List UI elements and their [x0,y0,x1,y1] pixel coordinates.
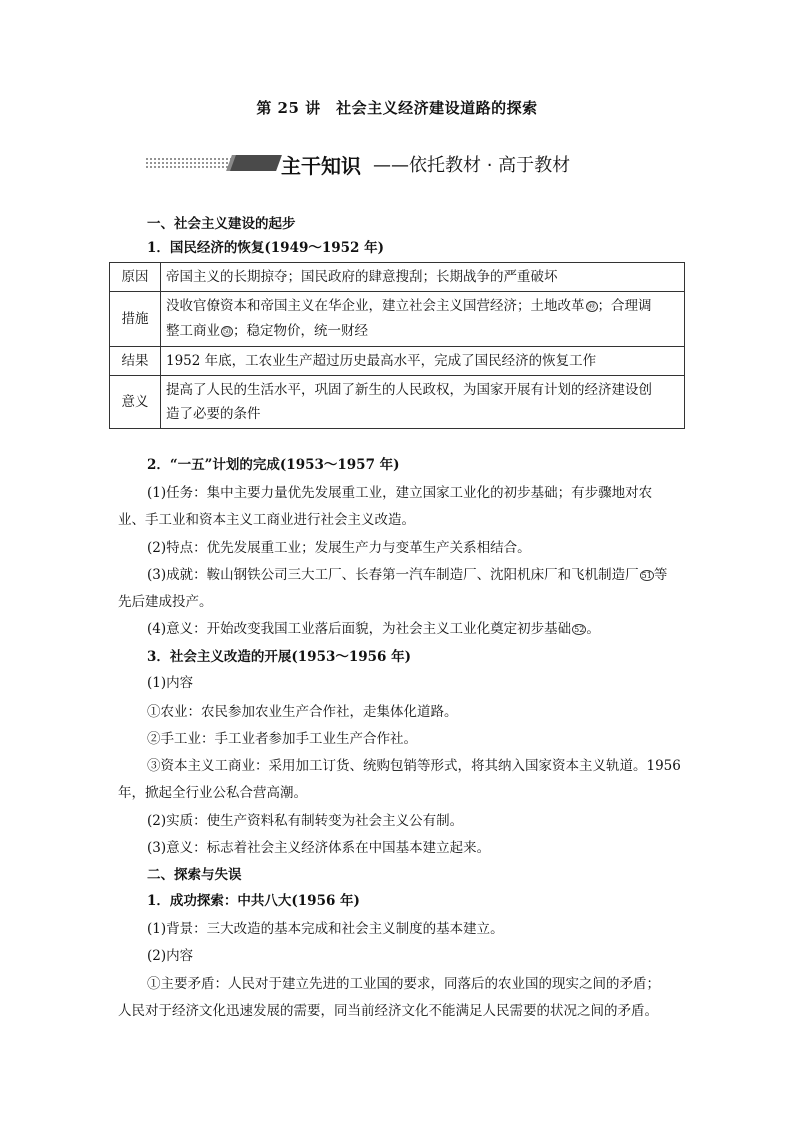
paragraph: (4)意义：开始改变我国工业落后面貌，为社会主义工业化奠定初步基础 52 。 [147,621,600,637]
paragraph: (1)任务：集中主要力量优先发展重工业，建立国家工业化的初步基础；有步骤地对农 [147,485,653,501]
paragraph: (1)背景：三大改造的基本完成和社会主义制度的基本建立。 [147,921,504,937]
subheading-1-2: 2．“一五”计划的完成(1953～1957 年) [147,457,400,473]
paragraph: (2)特点：优先发展重工业；发展生产力与变革生产关系相结合。 [147,540,531,556]
banner-sub-text: ——依托教材 · 高于教材 [373,155,571,176]
paragraph: 年，掀起全行业公私合营高潮。 [118,785,307,801]
paragraph: 业、手工业和资本主义工商业进行社会主义改造。 [118,512,415,528]
paragraph: ①农业：农民参加农业生产合作社，走集体化道路。 [147,704,458,720]
paragraph: 人民对于经济文化迅速发展的需要，同当前经济文化不能满足人民需要的状况之间的矛盾。 [118,1003,658,1019]
table-row-label: 意义 [110,376,161,429]
subheading-1-3: 3．社会主义改造的开展(1953～1956 年) [147,649,412,665]
note-marker: 52 [574,625,585,634]
table-row-text: 1952 年底，工农业生产超过历史最高水平，完成了国民经济的恢复工作 [161,347,685,376]
banner-main-text: 主干知识 [281,154,361,178]
table-row-text: 帝国主义的长期掠夺；国民政府的肆意搜刮；长期战争的严重破坏 [161,263,685,292]
paragraph: 先后建成投产。 [118,594,213,610]
section-banner [145,150,575,176]
table-row-text: 没收官僚资本和帝国主义在华企业，建立社会主义国营经济；土地改革 ㊾ ；合理调 整工商业 ㊿ ；稳定物价，统一财经 [161,292,685,347]
paragraph: ①主要矛盾：人民对于建立先进的工业国的要求，同落后的农业国的现实之间的矛盾； [147,976,660,992]
banner-dots-decoration [145,157,237,169]
subheading-1-1: 1．国民经济的恢复(1949～1952 年) [147,240,385,256]
table-row-label: 措施 [110,292,161,347]
paragraph: (3)意义：标志着社会主义经济体系在中国基本建立起来。 [147,840,491,856]
subheading-2-1: 1．成功探索：中共八大(1956 年) [147,893,360,909]
section-heading-2: 二、探索与失误 [147,867,242,883]
paragraph: (2)内容 [147,948,194,964]
table-row [110,263,685,292]
recovery-table [109,262,685,429]
banner-stripe-dark [230,155,282,171]
paragraph: ③资本主义工商业：采用加工订货、统购包销等形式，将其纳入国家资本主义轨道。1956 [147,758,681,774]
note-marker: ㊿ [223,327,231,336]
paragraph: (3)成就：鞍山钢铁公司三大工厂、长春第一汽车制造厂、沈阳机床厂和飞机制造厂 51 等 [147,567,668,583]
paragraph: (1)内容 [147,675,194,691]
table-row-label: 结果 [110,347,161,376]
table-row [110,376,685,429]
section-heading-1: 一、社会主义建设的起步 [147,216,296,232]
table-row [110,292,685,347]
note-marker: ㊾ [587,302,596,311]
table-row-text: 提高了人民的生活水平，巩固了新生的人民政权，为国家开展有计划的经济建设创 造了必要的条件 [161,376,685,429]
table-row [110,347,685,376]
note-marker: 51 [641,571,652,580]
paragraph: (2)实质：使生产资料私有制转变为社会主义公有制。 [147,813,464,829]
paragraph: ②手工业：手工业者参加手工业生产合作社。 [147,731,417,747]
table-row-label: 原因 [110,263,161,292]
page-title: 第 25 讲 社会主义经济建设道路的探索 [256,99,538,117]
